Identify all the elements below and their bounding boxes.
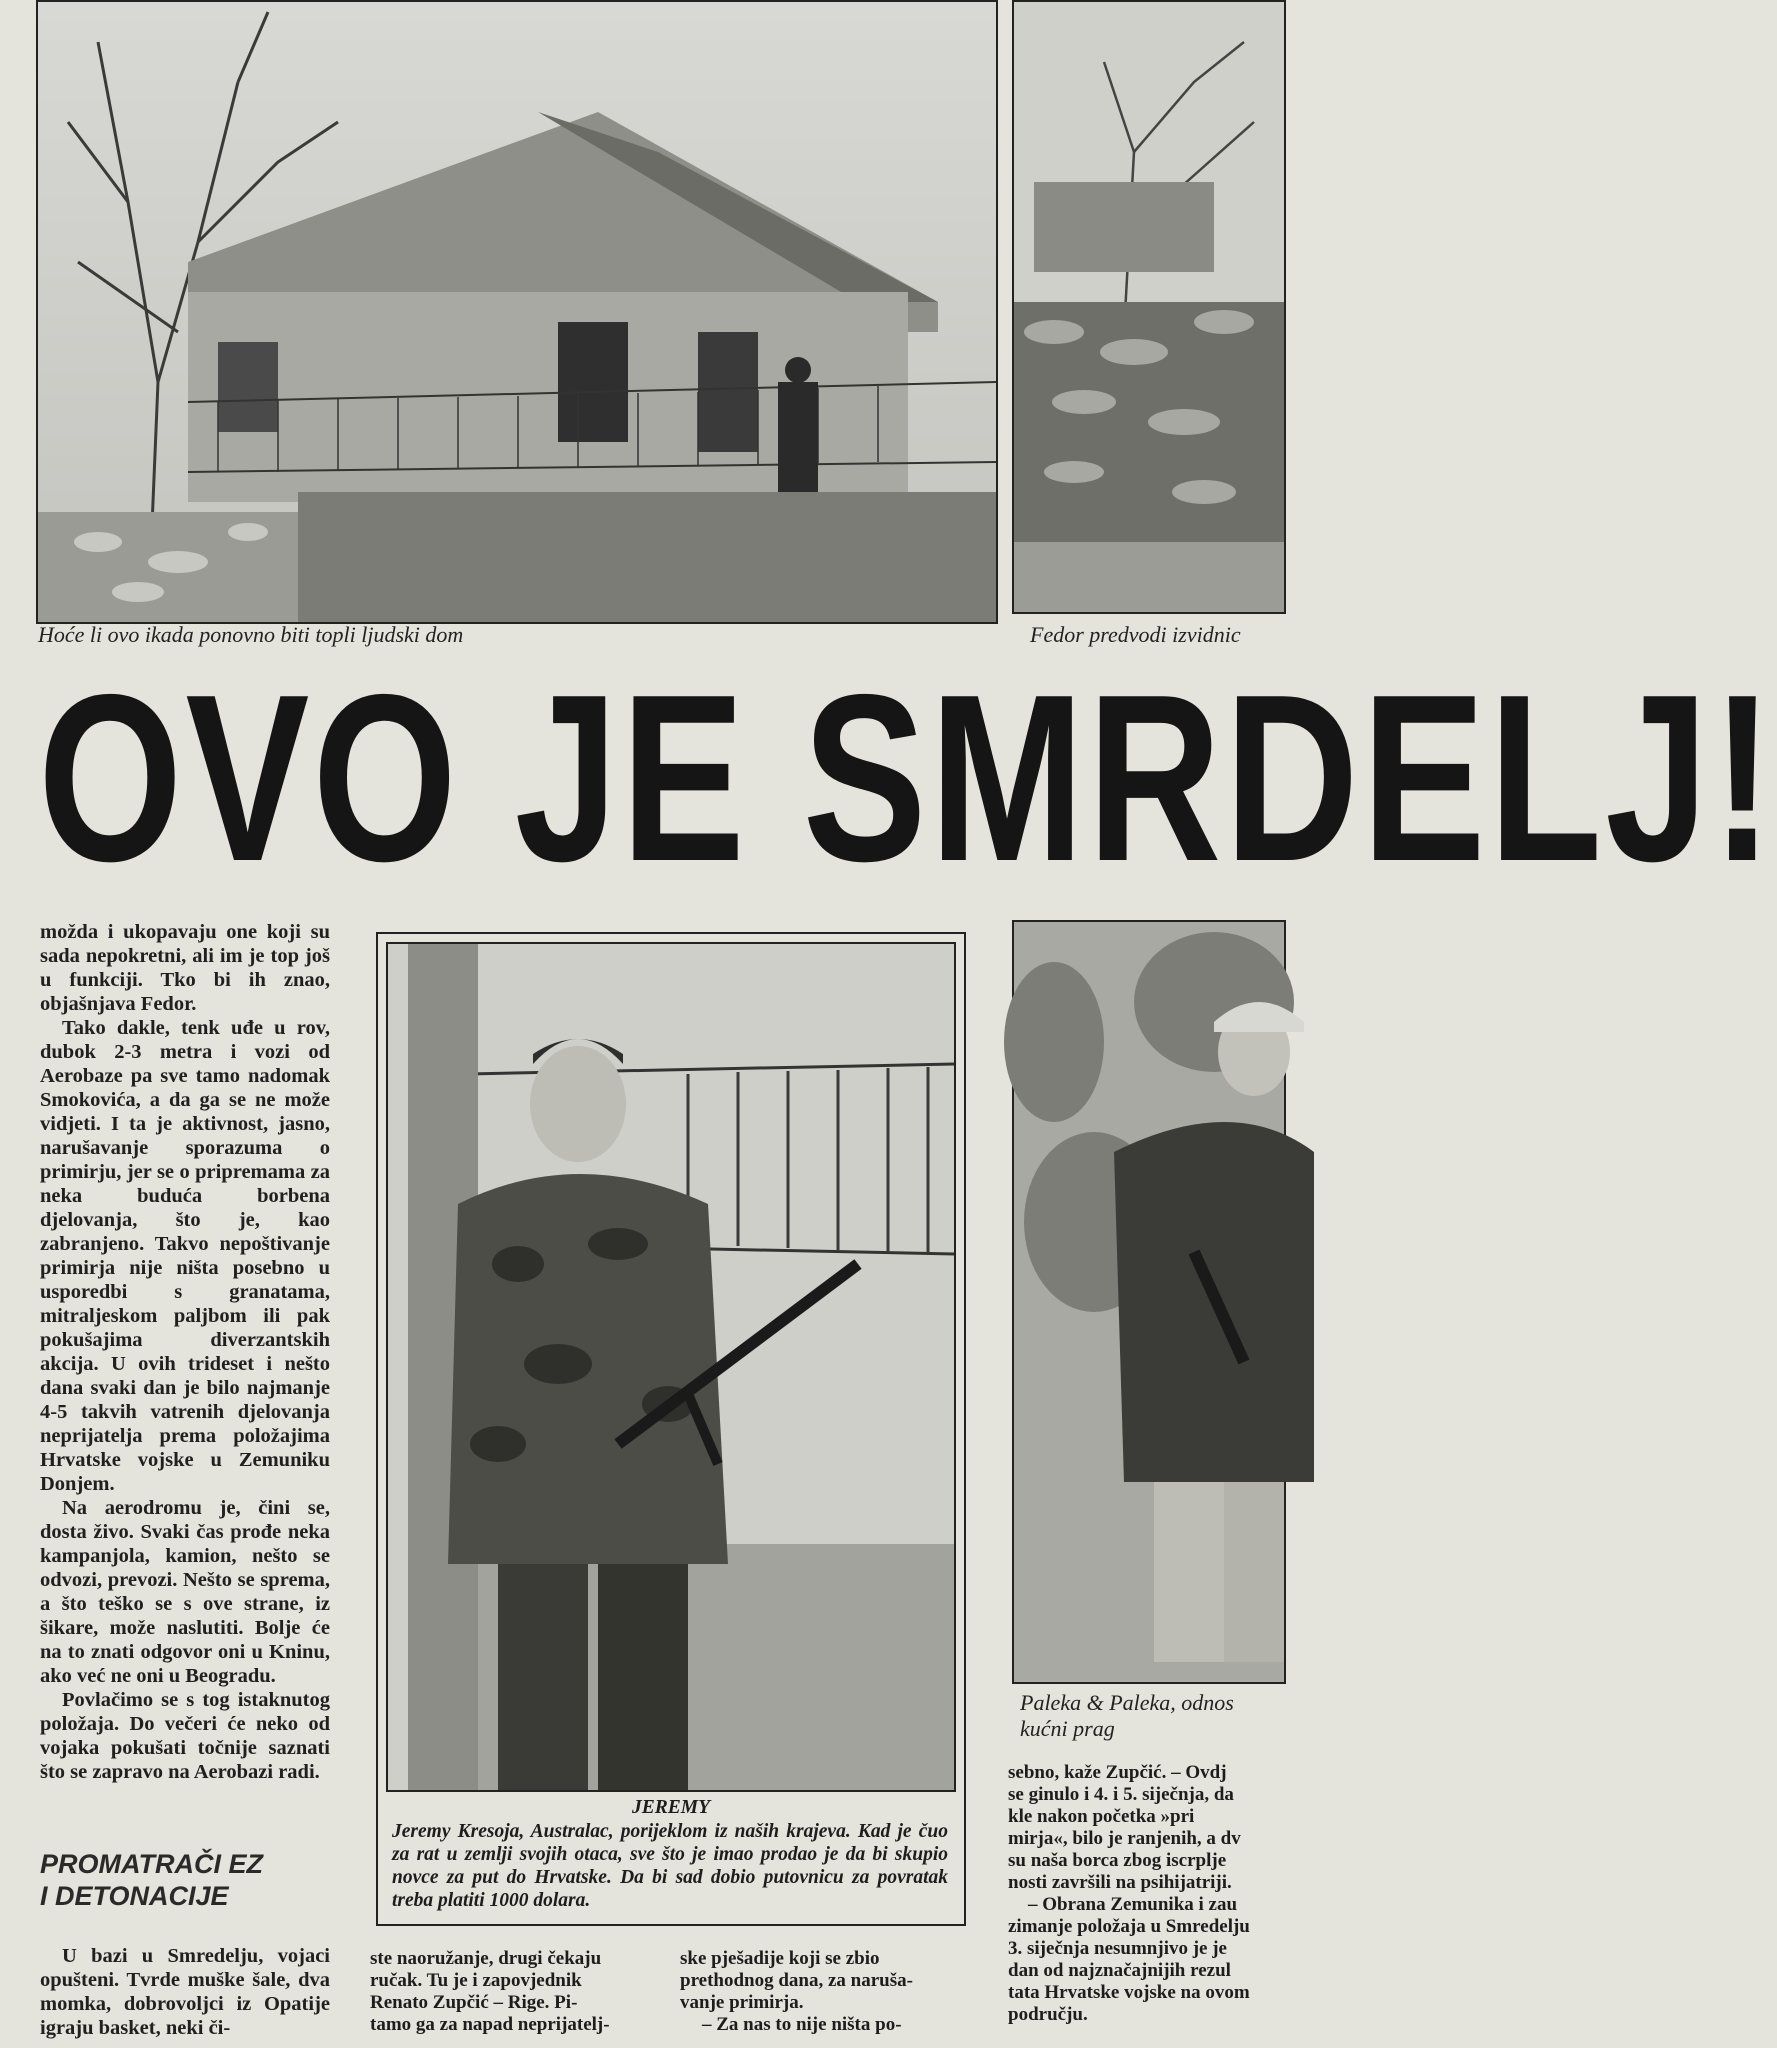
- col3-line-3: vanje primirja.: [680, 1992, 804, 2013]
- paragraph-3: Na aerodromu je, čini se, dosta živo. Svaki čas prođe neka kampanjola, kamion, nešto se odvozi, prevozi. Nešto se sprema, a što teško se s ove strane, iz šikare, može naslutiti. Bolje će na to znati odgovor oni u Kninu, ako već ne oni u Beogradu.: [40, 1497, 330, 1687]
- col3-line-4: – Za nas to nije ništa po-: [702, 2014, 902, 2035]
- subhead-line-1: PROMATRAČI EZ: [40, 1849, 263, 1879]
- right-line-12: području.: [1008, 2004, 1088, 2025]
- right-line-8: zimanje položaja u Smredelju: [1008, 1916, 1250, 1937]
- right-line-2: se ginulo i 4. i 5. siječnja, da: [1008, 1784, 1234, 1805]
- subhead: [40, 1848, 340, 1912]
- paragraph-5: U bazi u Smredelju, vojaci opušteni. Tvrde muške šale, dva momka, dobrovoljci iz Opatije igraju basket, neki či-: [40, 1945, 330, 2039]
- jeremy-name: JEREMY: [631, 1797, 711, 1818]
- col3-line-2: prethodnog dana, za naruša-: [680, 1970, 913, 1991]
- paragraph-4: Povlačimo se s tog istaknutog položaja. Do večeri će neko od vojaka pokušati točnije saznati što se zapravo na Aerobazi radi.: [40, 1689, 330, 1783]
- article-column-2-bottom: [370, 1948, 660, 2036]
- photo-caption-scouts: Fedor predvodi izvidnic: [1030, 622, 1241, 647]
- right-line-7: – Obrana Zemunika i zau: [1028, 1894, 1238, 1915]
- photo-caption-paleka-1: Paleka & Paleka, odnos: [1020, 1690, 1234, 1715]
- article-column-right: [1008, 1762, 1280, 2026]
- right-line-9: 3. siječnja nesumnjivo je je: [1008, 1938, 1227, 1959]
- photo-jeremy: [386, 942, 956, 1792]
- right-line-4: mirja«, bilo je ranjenih, a dv: [1008, 1828, 1241, 1849]
- right-line-10: dan od najznačajnijih rezul: [1008, 1960, 1231, 1981]
- headline: OVO JE SMRDELJ!: [38, 646, 1777, 911]
- right-line-3: kle nakon početka »pri: [1008, 1806, 1195, 1827]
- photo-caption-paleka-2: kućni prag: [1020, 1716, 1115, 1741]
- col2-line-3: Renato Zupčić – Rige. Pi-: [370, 1992, 578, 2013]
- right-line-6: nosti završili na psihijatriji.: [1008, 1872, 1232, 1893]
- paragraph-2: Tako dakle, tenk uđe u rov, dubok 2-3 metra i vozi od Aerobaze pa sve tamo nadomak Smokovića, a da ga se ne može vidjeti. I ta je aktivnost, jasno, narušavanje sporazuma o primirju, jer se o pripremama za neka buduća borbena djelovanja, što je, kao zabranjeno. Takvo nepoštivanje primirja nije ništa posebno u usporedbi s granatama, mitraljeskom paljbom ili pak pokušajima diverzantskih akcija. U ovih trideset i nešto dana svaki dan je bilo najmanje 4-5 takvih vatrenih djelovanja neprijatelja prema položajima Hrvatske vojske u Zemuniku Donjem.: [40, 1017, 330, 1495]
- col2-line-2: ručak. Tu je i zapovjednik: [370, 1970, 582, 1991]
- photo-burned-house: [36, 0, 998, 624]
- article-column-3-bottom: [680, 1948, 970, 2036]
- article-column-left: [40, 920, 330, 1784]
- right-line-11: tata Hrvatske vojske na ovom: [1008, 1982, 1250, 2003]
- photo-paleka: [1012, 920, 1286, 1684]
- col2-line-4: tamo ga za napad neprijatelj-: [370, 2014, 610, 2035]
- paragraph-1: možda i ukopavaju one koji su sada nepokretni, ali im je top još u funkciji. Tko bi ih znao, objašnjava Fedor.: [40, 921, 330, 1015]
- jeremy-caption: Jeremy Kresoja, Australac, porijeklom iz naših krajeva. Kad je čuo za rat u zemlji svojih otaca, sve što je imao prodao je da bi skupio novce za put do Hrvatske. Da bi sad dobio putovnicu za povratak treba platiti 1000 dolara.: [392, 1821, 948, 1911]
- photo-stone-wall: [1012, 0, 1286, 614]
- jeremy-photo-box: [376, 932, 966, 1926]
- col2-line-1: ste naoružanje, drugi čekaju: [370, 1948, 602, 1969]
- article-column-left-bottom: [40, 1944, 330, 2040]
- photo-caption-burned-house: Hoće li ovo ikada ponovno biti topli ljudski dom: [38, 622, 464, 647]
- right-line-5: su naša borca zbog iscrplje: [1008, 1850, 1227, 1871]
- subhead-line-2: I DETONACIJE: [40, 1881, 229, 1911]
- col3-line-1: ske pješadije koji se zbio: [680, 1948, 880, 1969]
- right-line-1: sebno, kaže Zupčić. – Ovdj: [1008, 1762, 1227, 1783]
